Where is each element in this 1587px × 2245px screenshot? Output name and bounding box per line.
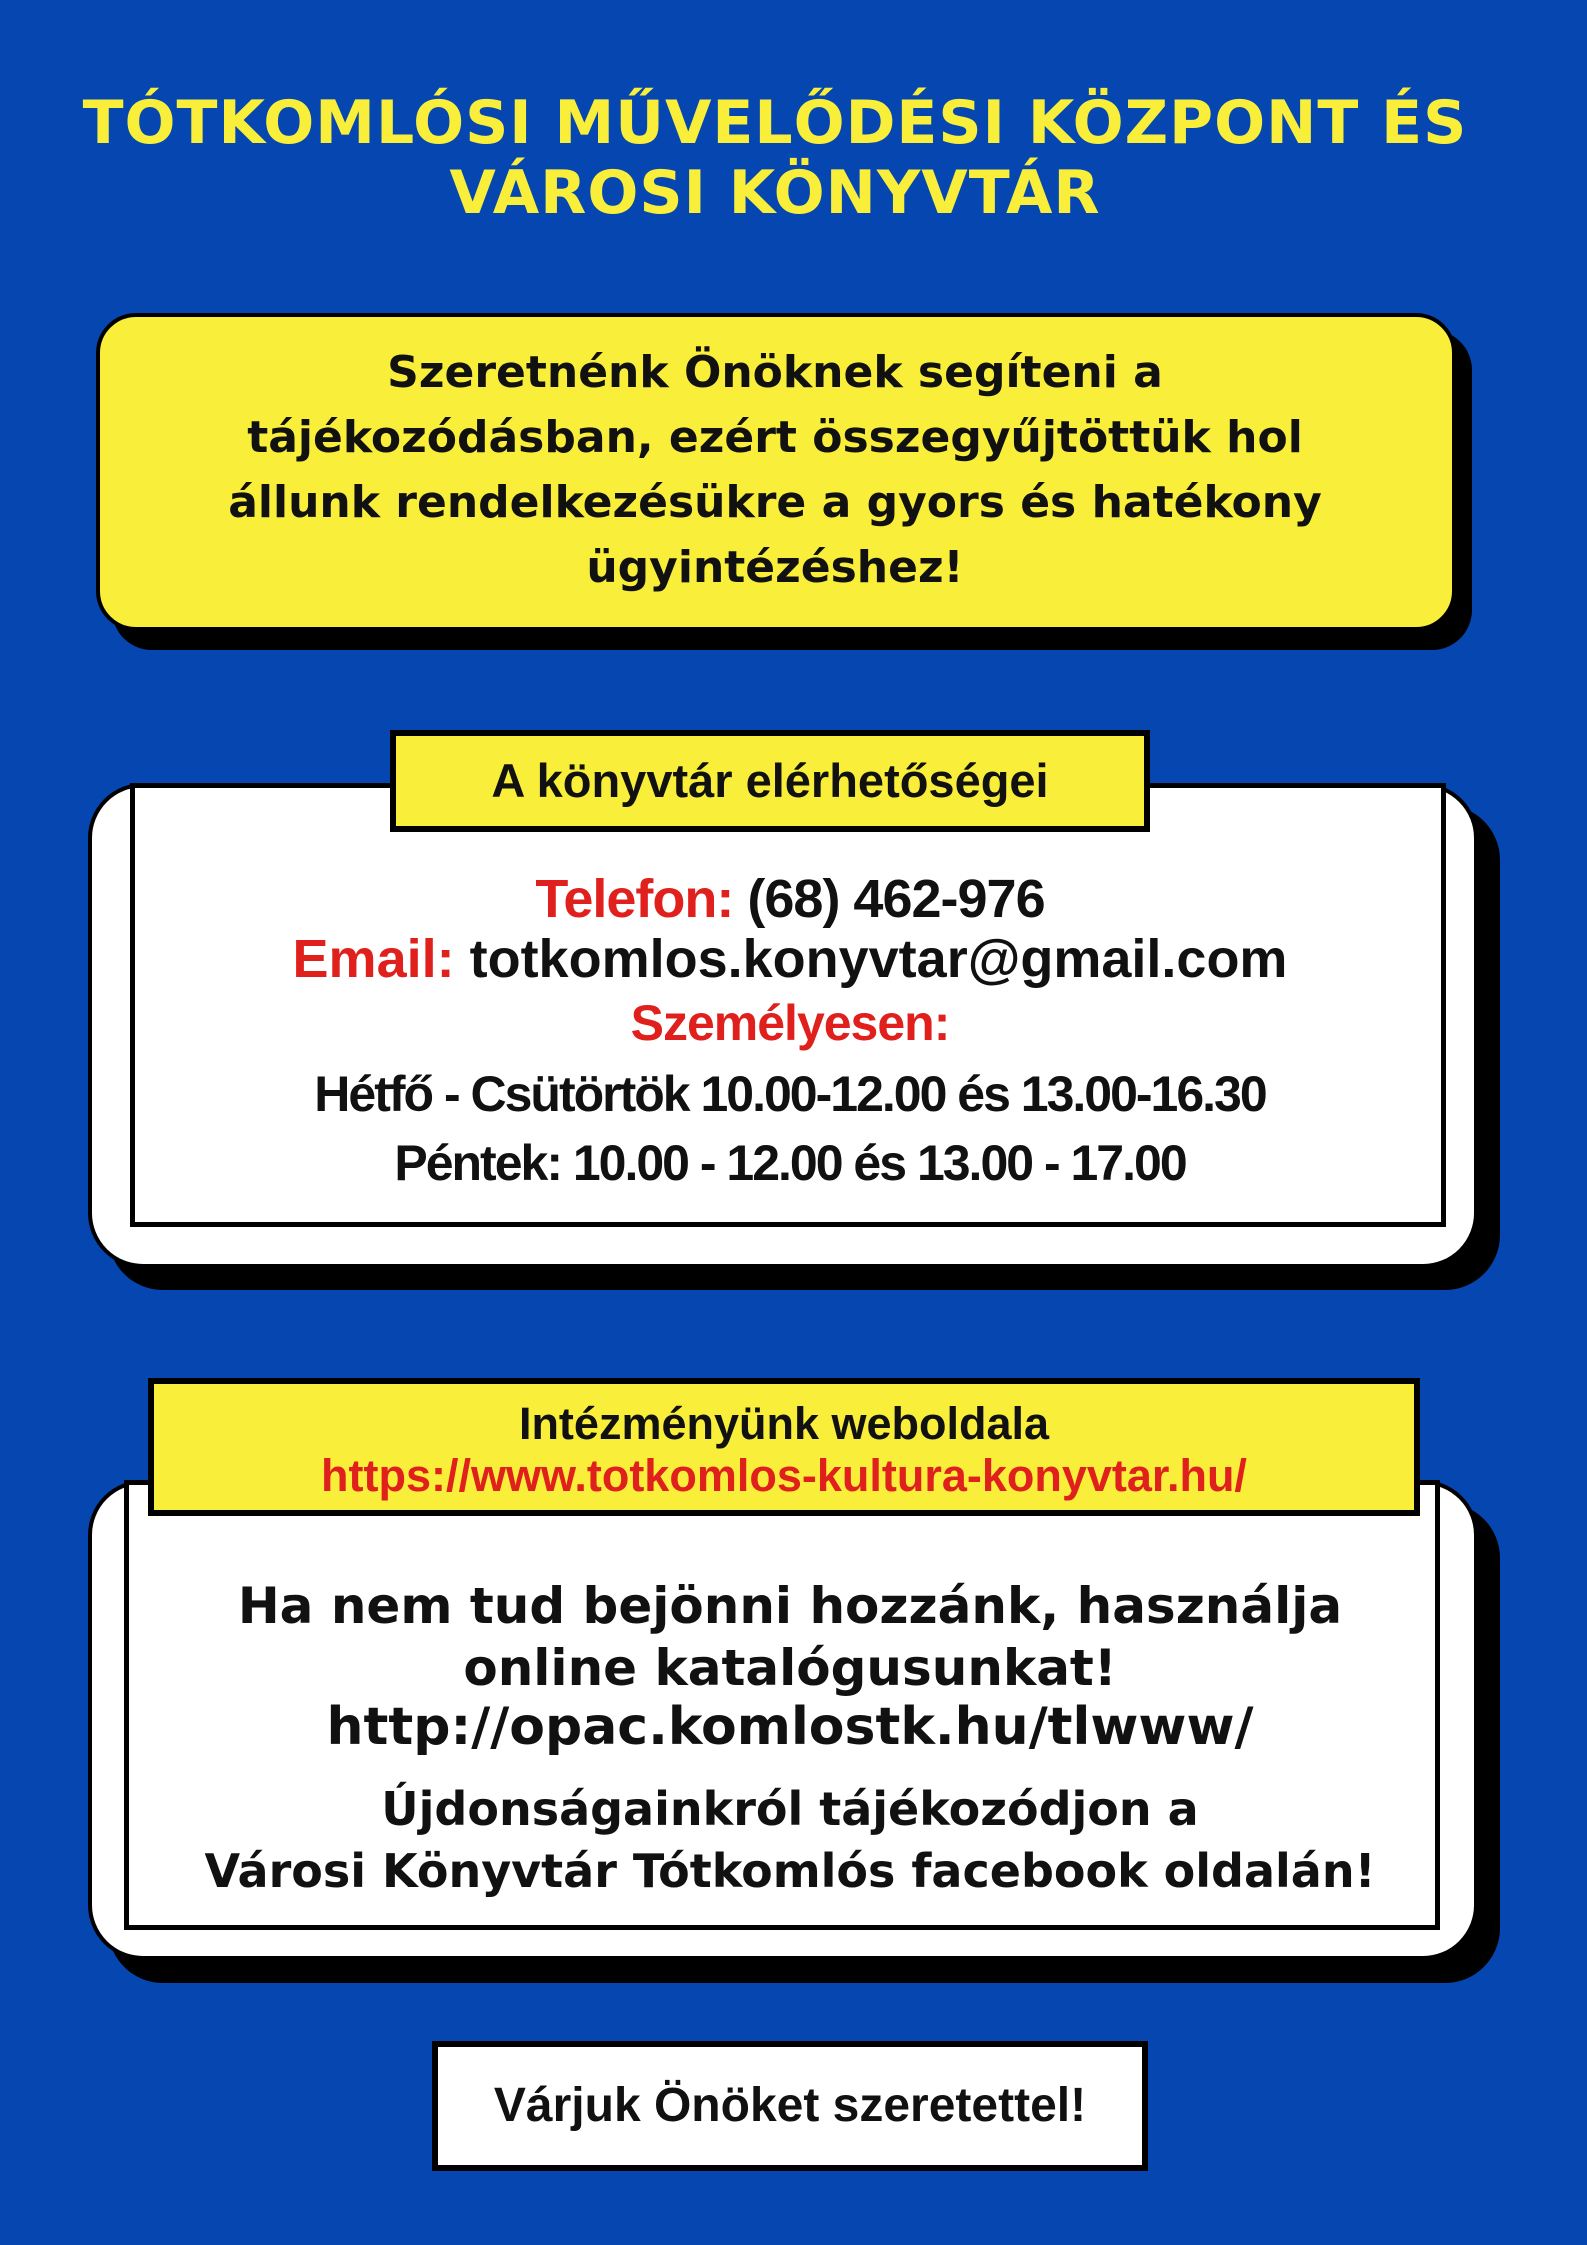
in-person-label: Személyesen: — [630, 995, 950, 1051]
catalog-line-1: Ha nem tud bejönni hozzánk, használja — [237, 1577, 1343, 1635]
phone-row — [140, 868, 1440, 930]
hours-mon-thu: Hétfő - Csütörtök 10.00-12.00 és 13.00-16.30 — [314, 1066, 1266, 1122]
catalog-url-link[interactable]: http://opac.komlostk.hu/tlwww/ — [326, 1697, 1254, 1757]
page-title-line-2: VÁROSI KÖNYVTÁR — [449, 158, 1101, 228]
hours-fri: Péntek: 10.00 - 12.00 és 13.00 - 17.00 — [394, 1135, 1186, 1191]
catalog-text — [140, 1575, 1440, 1699]
intro-text — [200, 340, 1350, 600]
facebook-line-2: Városi Könyvtár Tótkomlós facebook oldalán! — [204, 1844, 1376, 1898]
page-title-line-1: TÓTKOMLÓSI MŰVELŐDÉSI KÖZPONT ÉS — [82, 88, 1468, 158]
intro-line-3: állunk rendelkezésükre a gyors és hatékony — [228, 477, 1322, 528]
intro-line-2: tájékozódásban, ezért összegyűjtöttük hol — [247, 412, 1303, 463]
intro-line-4: ügyintézéshez! — [586, 542, 964, 593]
contacts-heading: A könyvtár elérhetőségei — [390, 730, 1150, 832]
phone-value[interactable]: (68) 462-976 — [747, 869, 1045, 929]
page-title — [60, 88, 1490, 228]
phone-label: Telefon: — [535, 869, 734, 929]
email-value[interactable]: totkomlos.konyvtar@gmail.com — [469, 929, 1288, 989]
intro-line-1: Szeretnénk Önöknek segíteni a — [387, 347, 1163, 398]
catalog-line-2: online katalógusunkat! — [463, 1639, 1117, 1697]
facebook-line-1: Újdonságainkról tájékozódjon a — [381, 1782, 1199, 1836]
website-heading: Intézményünk weboldala — [518, 1398, 1050, 1449]
website-url-link[interactable]: https://www.totkomlos-kultura-konyvtar.hu/ — [321, 1450, 1247, 1501]
facebook-text — [140, 1778, 1440, 1902]
closing-message: Várjuk Önöket szeretettel! — [432, 2041, 1148, 2171]
website-heading-box — [148, 1378, 1420, 1516]
email-row — [140, 928, 1440, 990]
email-label: Email: — [292, 929, 455, 989]
